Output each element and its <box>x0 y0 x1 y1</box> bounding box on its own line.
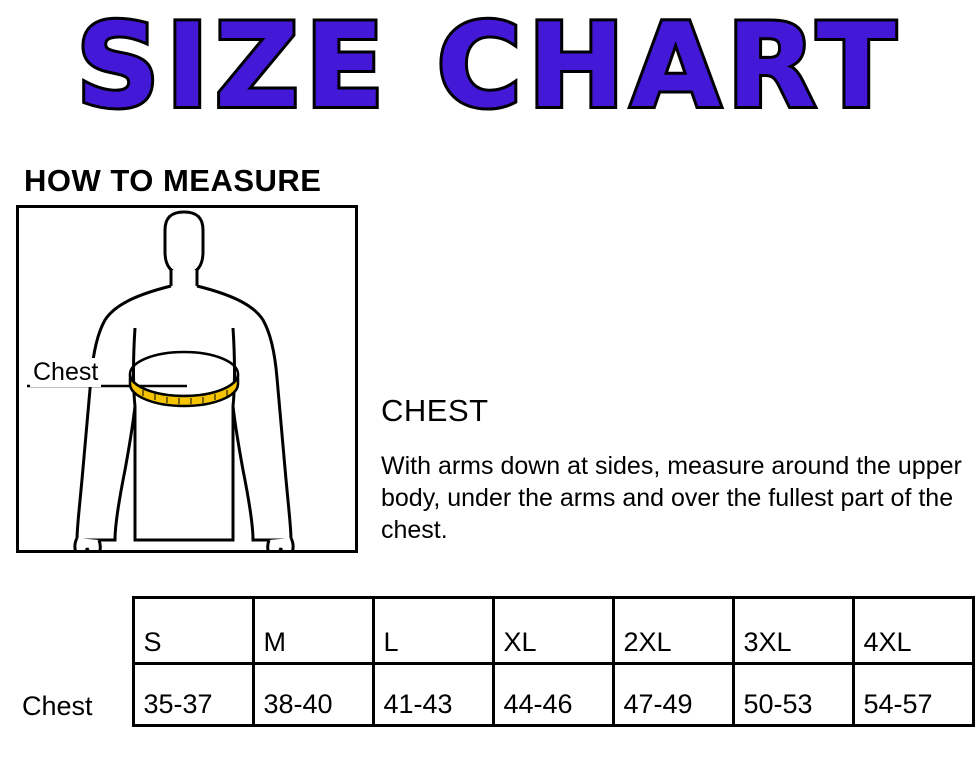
row-header-chest: Chest <box>22 690 93 721</box>
table-header-row <box>8 598 973 664</box>
how-to-measure-heading: HOW TO MEASURE <box>24 163 322 198</box>
cell-chest-m: 38-40 <box>253 664 373 726</box>
table-corner-cell <box>8 598 133 664</box>
cell-chest-2xl: 47-49 <box>613 664 733 726</box>
cell-chest-l: 41-43 <box>373 664 493 726</box>
table-row <box>8 664 973 726</box>
description-body: With arms down at sides, measure around the upper body, under the arms and over the fullest part of the chest. <box>381 452 962 544</box>
column-header-l: L <box>373 598 493 664</box>
column-header-4xl: 4XL <box>853 598 973 664</box>
description-heading: CHEST <box>381 393 489 428</box>
column-header-3xl: 3XL <box>733 598 853 664</box>
column-header-xl: XL <box>493 598 613 664</box>
cell-chest-4xl: 54-57 <box>853 664 973 726</box>
column-header-m: M <box>253 598 373 664</box>
cell-chest-s: 35-37 <box>133 664 253 726</box>
column-header-s: S <box>133 598 253 664</box>
column-header-2xl: 2XL <box>613 598 733 664</box>
page-title: SIZE CHART <box>76 0 902 134</box>
cell-chest-3xl: 50-53 <box>733 664 853 726</box>
cell-chest-xl: 44-46 <box>493 664 613 726</box>
chest-callout-label: Chest <box>30 358 101 387</box>
size-chart-table <box>8 596 975 727</box>
